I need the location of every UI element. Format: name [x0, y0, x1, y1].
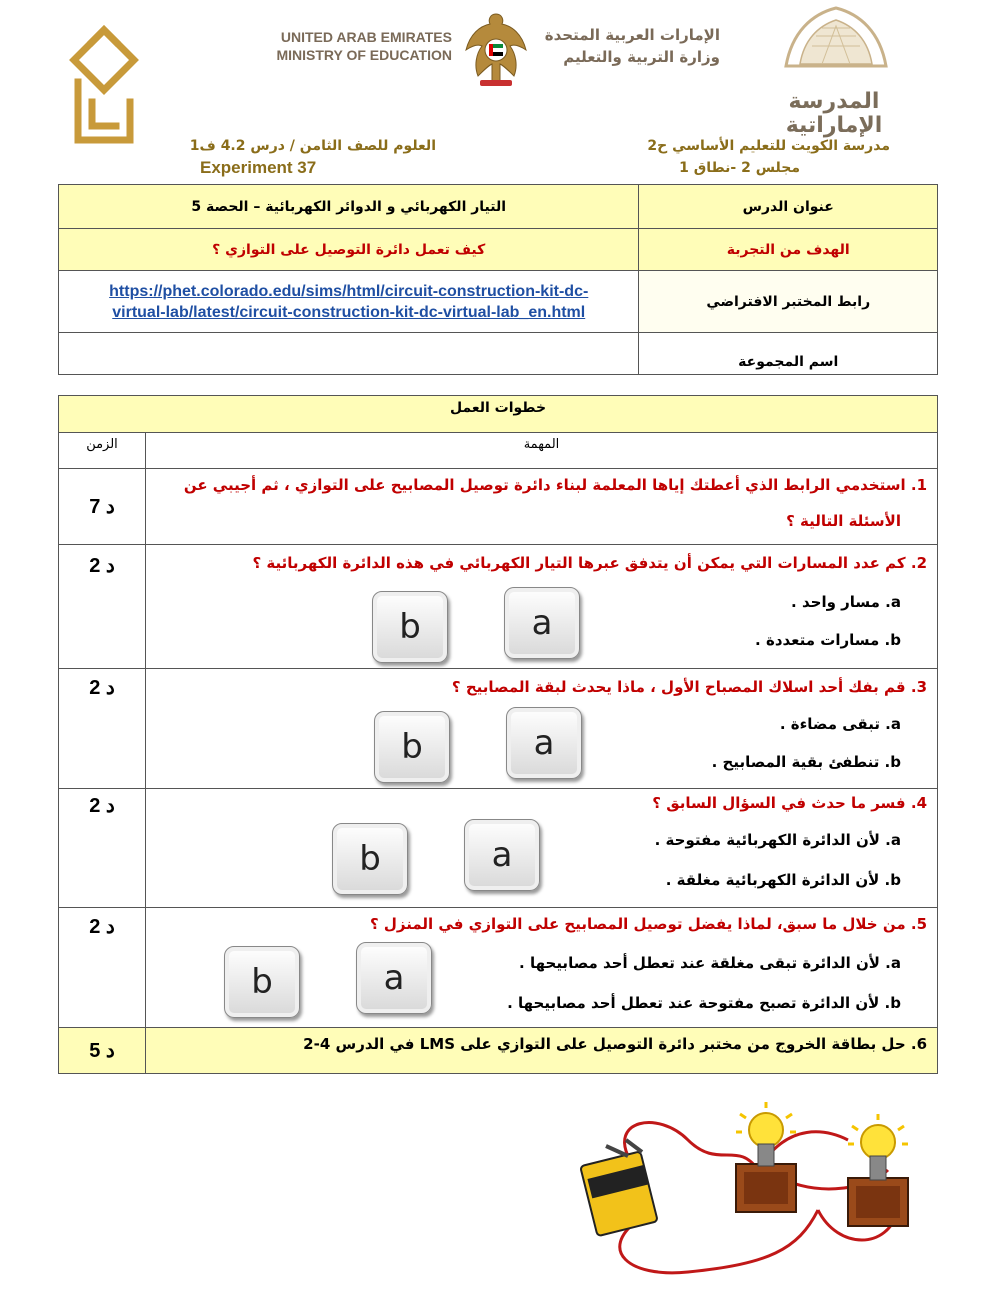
battery-icon: [580, 1140, 658, 1236]
lesson-title-row: [59, 185, 938, 229]
school-info-line1: مدرسة الكويت للتعليم الأساسي ح2: [647, 138, 890, 154]
step-row-6: [59, 1028, 938, 1074]
ministry-name-arabic: الإمارات العربية المتحدة وزارة التربية والتعليم: [544, 26, 720, 66]
question-2-option-b: b. مسارات متعددة .: [755, 631, 901, 649]
virtual-lab-row: [59, 271, 938, 333]
question-1-text: 1. استخدمي الرابط الذي أعطتك إياها المعلمة لبناء دائرة توصيل المصابيح على التوازي ، ثم أجيبي عن: [183, 476, 927, 494]
step-row-4: [59, 789, 938, 908]
question-4-answer-a-button[interactable]: a: [464, 819, 540, 891]
subject-line: العلوم للصف الثامن / درس 4.2 ف1: [189, 138, 436, 154]
question-4-option-a: a. لأن الدائرة الكهربائية مفتوحة .: [654, 831, 901, 849]
group-name-label: اسم المجموعة: [639, 333, 938, 375]
virtual-lab-link-line1[interactable]: https://phet.colorado.edu/sims/html/circuit-construction-kit-dc-: [109, 282, 589, 300]
question-5-text: 5. من خلال ما سبق، لماذا يفضل توصيل المصابيح على التوازي في المنزل ؟: [369, 915, 927, 933]
steps-header-row: [59, 433, 938, 469]
question-5-option-b: b. لأن الدائرة تصبح مفتوحة عند تعطل أحد مصابيحها .: [507, 994, 901, 1012]
school-info-line2: مجلس 2 -نطاق 1: [679, 160, 800, 176]
step-row-1: [59, 469, 938, 545]
group-name-value[interactable]: [59, 333, 639, 375]
step-task: [146, 545, 938, 669]
question-5-option-a: a. لأن الدائرة تبقى مغلقة عند تعطل أحد مصابيحها .: [519, 954, 901, 972]
step-row-3: [59, 669, 938, 789]
bulb-holder-2-icon: [848, 1114, 908, 1226]
step-time: 2 د: [59, 789, 146, 908]
question-4-option-b: b. لأن الدائرة الكهربائية مغلقة .: [665, 871, 901, 889]
step-task: [146, 789, 938, 908]
group-name-row: [59, 333, 938, 375]
step-task: [146, 908, 938, 1028]
virtual-lab-link-line2[interactable]: virtual-lab/latest/circuit-construction-kit-dc-virtual-lab_en.html: [112, 303, 586, 321]
task-column-header: المهمة: [146, 433, 938, 469]
question-2-text: 2. كم عدد المسارات التي يمكن أن يتدفق عبرها التيار الكهربائي في هذه الدائرة الكهربائية ؟: [252, 554, 927, 572]
question-5-answer-b-button[interactable]: b: [224, 946, 300, 1018]
question-3-answer-b-button[interactable]: b: [374, 711, 450, 783]
step-task: [146, 469, 938, 545]
ministry-name-english: UNITED ARAB EMIRATES MINISTRY OF EDUCATION: [276, 29, 452, 63]
question-3-option-b: b. تنطفئ بقية المصابيح .: [711, 753, 901, 771]
steps-title: خطوات العمل: [59, 396, 938, 433]
question-2-answer-b-button[interactable]: b: [372, 591, 448, 663]
step-time: 2 د: [59, 669, 146, 789]
experiment-number: Experiment 37: [200, 158, 317, 177]
time-column-header: الزمن: [59, 433, 146, 469]
step-task: [146, 669, 938, 789]
question-4-answer-b-button[interactable]: b: [332, 823, 408, 895]
experiment-goal-value: كيف تعمل دائرة التوصيل على التوازي ؟: [59, 229, 639, 271]
virtual-lab-label: رابط المختبر الافتراضي: [639, 271, 938, 333]
step-row-2: [59, 545, 938, 669]
lesson-title-label: عنوان الدرس: [639, 185, 938, 229]
question-6-text: 6. حل بطاقة الخروج من مختبر دائرة التوصيل على التوازي على LMS في الدرس 4-2: [303, 1035, 927, 1053]
step-task: [146, 1028, 938, 1074]
question-5-answer-a-button[interactable]: a: [356, 942, 432, 1014]
step-time: 7 د: [59, 469, 146, 545]
school-monogram-logo: [64, 22, 144, 152]
work-steps-table: [58, 395, 938, 1074]
step-row-5: [59, 908, 938, 1028]
question-2-option-a: a. مسار واحد .: [791, 593, 901, 611]
question-3-answer-a-button[interactable]: a: [506, 707, 582, 779]
experiment-goal-row: [59, 229, 938, 271]
experiment-goal-label: الهدف من التجربة: [639, 229, 938, 271]
steps-title-row: [59, 396, 938, 433]
question-3-text: 3. قم بفك أحد اسلاك المصباح الأول ، ماذا يحدث لبقة المصابيح ؟: [451, 678, 927, 696]
question-4-text: 4. فسر ما حدث في السؤال السابق ؟: [652, 794, 927, 812]
lesson-info-table: [58, 184, 938, 375]
question-2-answer-a-button[interactable]: a: [504, 587, 580, 659]
question-1-text-line2: الأسئلة التالية ؟: [786, 512, 901, 530]
step-time: 2 د: [59, 908, 146, 1028]
step-time: 2 د: [59, 545, 146, 669]
question-3-option-a: a. تبقى مضاءة .: [779, 715, 901, 733]
parallel-circuit-illustration: [568, 1100, 938, 1280]
emirati-school-logo-text: المدرسة الإماراتية: [785, 89, 883, 138]
lesson-title-value: التيار الكهربائي و الدوائر الكهربائية – الحصة 5: [59, 185, 639, 229]
step-time: 5 د: [59, 1028, 146, 1074]
uae-emblem-icon: [462, 10, 530, 88]
virtual-lab-link[interactable]: [59, 271, 639, 333]
